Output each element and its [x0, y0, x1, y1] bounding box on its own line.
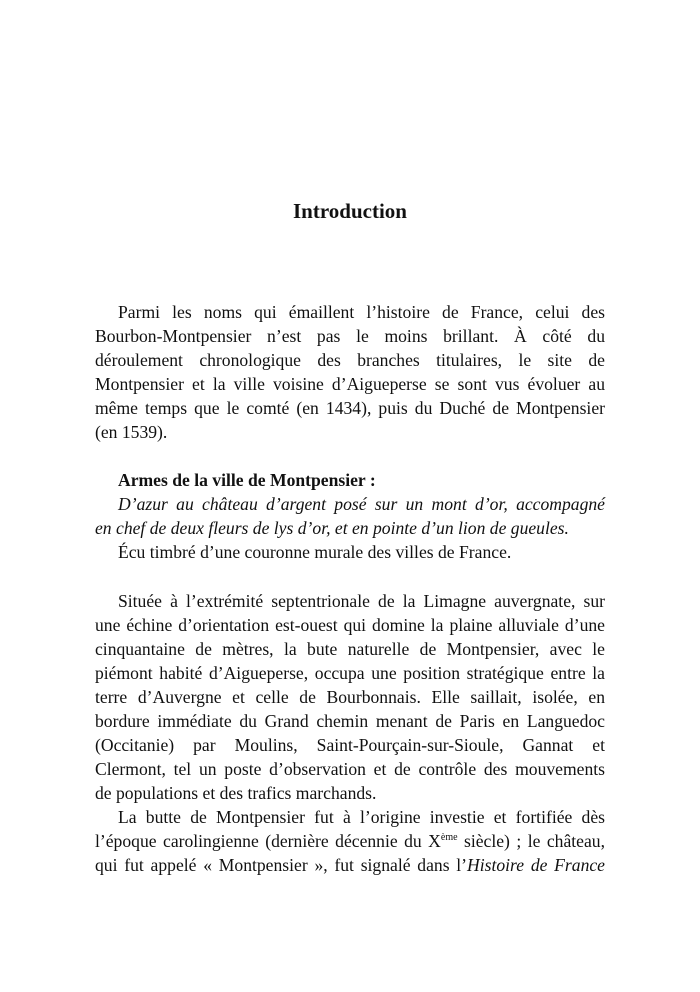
paragraph-3-line-2-text: l’époque carolingienne (dernière décennie du X [95, 831, 441, 851]
paragraph-1-line-5: même temps que le comté (en 1434), puis du Duché de Montpensier [95, 398, 605, 418]
paragraph-2-line-4: piémont habité d’Aigueperse, occupa une position stratégique entre la [95, 663, 605, 683]
paragraph-2-line-3: cinquantaine de mètres, la bute naturelle de Montpensier, avec le [95, 639, 605, 659]
paragraph-3-line-2 [95, 830, 605, 852]
paragraph-3-line-3-text: qui fut appelé « Montpensier », fut signalé dans l’ [95, 855, 468, 875]
paragraph-3-line-1: La butte de Montpensier fut à l’origine investie et fortifiée dès [118, 807, 605, 827]
arms-heading: Armes de la ville de Montpensier : [118, 470, 376, 490]
book-title: Histoire de France [467, 855, 605, 875]
paragraph-2-line-1: Située à l’extrémité septentrionale de la Limagne auvergnate, sur [118, 591, 605, 611]
paragraph-2-line-2: une échine d’orientation est-ouest qui domine la plaine alluviale d’une [95, 615, 605, 635]
paragraph-1-line-1: Parmi les noms qui émaillent l’histoire de France, celui des [118, 302, 605, 322]
paragraph-2-line-8: Clermont, tel un poste d’observation et de contrôle des mouvements [95, 759, 605, 779]
paragraph-2-line-9: de populations et des trafics marchands. [95, 783, 377, 803]
arms-blazon-line-1: D’azur au château d’argent posé sur un mont d’or, accompagné [118, 494, 605, 514]
superscript-eme: ème [440, 832, 458, 843]
paragraph-2-line-6: bordure immédiate du Grand chemin menant de Paris en Languedoc [95, 711, 605, 731]
paragraph-2-line-5: terre d’Auvergne et celle de Bourbonnais. Elle saillait, isolée, en [95, 687, 605, 707]
paragraph-1-line-2: Bourbon-Montpensier n’est pas le moins brillant. À côté du [95, 326, 605, 346]
paragraph-1-line-6: (en 1539). [95, 422, 168, 442]
paragraph-3-line-2-text-end: siècle) ; le château, [457, 831, 605, 851]
paragraph-2-line-7: (Occitanie) par Moulins, Saint-Pourçain-sur-Sioule, Gannat et [95, 735, 605, 755]
paragraph-3-line-3 [95, 854, 605, 876]
paragraph-1-line-4: Montpensier et la ville voisine d’Aigueperse se sont vus évoluer au [95, 374, 605, 394]
paragraph-1-line-3: déroulement chronologique des branches titulaires, le site de [95, 350, 605, 370]
page-title: Introduction [293, 199, 407, 223]
arms-blazon-line-2: en chef de deux fleurs de lys d’or, et en pointe d’un lion de gueules. [95, 518, 569, 538]
arms-crest: Écu timbré d’une couronne murale des villes de France. [118, 542, 512, 562]
